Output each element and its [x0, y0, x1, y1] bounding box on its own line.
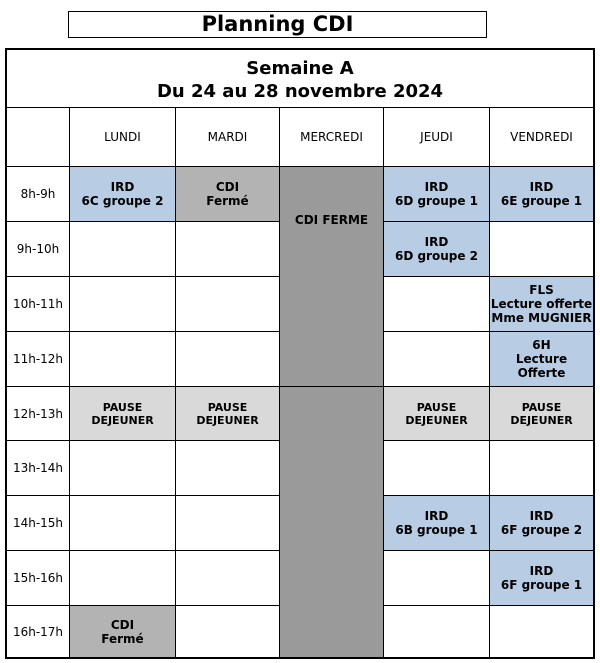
slot-jeudi-12-text — [405, 401, 467, 427]
slot-vendredi-15-line: IRD — [529, 564, 554, 578]
slot-vendredi-11-line: Offerte — [517, 366, 566, 380]
slot-lundi-12-line: PAUSE — [102, 400, 143, 414]
slot-mercredi-morning — [280, 167, 384, 387]
slot-jeudi-8-line: 6D groupe 1 — [394, 194, 479, 208]
time-slot-11-label: 11h-12h — [12, 352, 64, 366]
slot-mardi-10 — [176, 277, 280, 332]
slot-jeudi-13 — [384, 441, 490, 496]
slot-vendredi-8-line: IRD — [529, 180, 554, 194]
slot-lundi-13 — [70, 441, 176, 496]
slot-vendredi-11-text — [516, 338, 567, 380]
time-slot-12 — [7, 387, 70, 441]
slot-vendredi-15-line: 6F groupe 1 — [500, 578, 583, 592]
time-slot-9 — [7, 222, 70, 277]
slot-lundi-12-line: DEJEUNER — [91, 413, 154, 427]
slot-lundi-8-line: IRD — [110, 180, 135, 194]
slot-mardi-8-line: Fermé — [206, 194, 249, 208]
slot-jeudi-9-text — [395, 235, 478, 263]
slot-mardi-14 — [176, 496, 280, 551]
slot-mardi-9 — [176, 222, 280, 277]
page-title: Planning CDI — [68, 11, 487, 38]
slot-jeudi-14-line: 6B groupe 1 — [395, 523, 478, 537]
schedule-table — [5, 48, 595, 659]
time-slot-14-label: 14h-15h — [12, 516, 64, 530]
slot-vendredi-13 — [490, 441, 593, 496]
slot-vendredi-14-line: 6F groupe 2 — [500, 523, 583, 537]
slot-mardi-12-line: PAUSE — [207, 400, 248, 414]
slot-mardi-8-line: CDI — [215, 180, 240, 194]
slot-jeudi-9-line: IRD — [424, 235, 449, 249]
slot-vendredi-8-line: 6E groupe 1 — [500, 194, 583, 208]
slot-mercredi-afternoon — [280, 387, 384, 657]
slot-lundi-12 — [70, 387, 176, 441]
slot-mardi-8-text — [206, 180, 248, 208]
slot-lundi-8 — [70, 167, 176, 222]
slot-vendredi-15 — [490, 551, 593, 606]
slot-vendredi-9 — [490, 222, 593, 277]
slot-mardi-12-line: DEJEUNER — [196, 413, 259, 427]
slot-vendredi-16 — [490, 606, 593, 657]
day-header-lundi — [70, 108, 176, 167]
slot-jeudi-14-line: IRD — [424, 509, 449, 523]
slot-lundi-16-line: Fermé — [101, 631, 144, 646]
slot-vendredi-12-text — [510, 401, 572, 427]
slot-mardi-15 — [176, 551, 280, 606]
slot-lundi-8-text — [82, 180, 164, 208]
slot-mardi-12-text — [196, 401, 258, 427]
slot-jeudi-9 — [384, 222, 490, 277]
slot-vendredi-11-line: 6H — [532, 338, 551, 352]
slot-mardi-13 — [176, 441, 280, 496]
day-header-mardi-label: MARDI — [207, 130, 248, 144]
slot-jeudi-8 — [384, 167, 490, 222]
corner-cell — [7, 108, 70, 167]
week-dates: Du 24 au 28 novembre 2024 — [156, 81, 444, 102]
slot-vendredi-12 — [490, 387, 593, 441]
slot-vendredi-12-line: PAUSE — [521, 400, 562, 414]
slot-lundi-15 — [70, 551, 176, 606]
slot-mardi-11 — [176, 332, 280, 387]
slot-lundi-11 — [70, 332, 176, 387]
time-slot-14 — [7, 496, 70, 551]
day-header-mercredi — [280, 108, 384, 167]
slot-jeudi-8-line: IRD — [424, 180, 449, 194]
time-slot-16-label: 16h-17h — [12, 624, 64, 639]
slot-vendredi-15-text — [501, 564, 582, 592]
slot-vendredi-10-line: Mme MUGNIER — [491, 311, 592, 325]
slot-lundi-16 — [70, 606, 176, 657]
slot-jeudi-10 — [384, 277, 490, 332]
slot-vendredi-14-line: IRD — [529, 509, 554, 523]
time-slot-13-label: 13h-14h — [12, 461, 64, 475]
time-slot-12-label: 12h-13h — [12, 406, 64, 421]
slot-lundi-12-text — [91, 401, 153, 427]
slot-jeudi-12-line: DEJEUNER — [405, 413, 468, 427]
slot-jeudi-14 — [384, 496, 490, 551]
slot-jeudi-11 — [384, 332, 490, 387]
day-header-jeudi-label: JEUDI — [420, 130, 453, 144]
slot-jeudi-16 — [384, 606, 490, 657]
time-slot-10 — [7, 277, 70, 332]
time-slot-8 — [7, 167, 70, 222]
time-slot-10-label: 10h-11h — [12, 297, 64, 311]
day-header-vendredi — [490, 108, 593, 167]
time-slot-13 — [7, 441, 70, 496]
week-label: Semaine A — [246, 58, 354, 79]
time-slot-15-label: 15h-16h — [12, 571, 64, 585]
slot-mardi-8 — [176, 167, 280, 222]
slot-mardi-12 — [176, 387, 280, 441]
slot-vendredi-10-text — [491, 283, 592, 325]
slot-jeudi-15 — [384, 551, 490, 606]
slot-jeudi-14-text — [395, 509, 477, 537]
slot-jeudi-12 — [384, 387, 490, 441]
slot-vendredi-14-text — [501, 509, 582, 537]
slot-lundi-14 — [70, 496, 176, 551]
time-slot-11 — [7, 332, 70, 387]
slot-jeudi-12-line: PAUSE — [416, 400, 457, 414]
slot-lundi-8-line: 6C groupe 2 — [81, 194, 164, 208]
time-slot-9-label: 9h-10h — [16, 242, 60, 256]
slot-lundi-10 — [70, 277, 176, 332]
day-header-lundi-label: LUNDI — [104, 130, 141, 144]
slot-jeudi-9-line: 6D groupe 2 — [394, 249, 479, 263]
slot-mardi-16 — [176, 606, 280, 657]
time-slot-16 — [7, 606, 70, 657]
slot-vendredi-12-line: DEJEUNER — [510, 413, 573, 427]
slot-vendredi-8-text — [501, 180, 582, 208]
time-slot-15 — [7, 551, 70, 606]
day-header-vendredi-label: VENDREDI — [510, 130, 573, 144]
slot-lundi-16-text — [101, 618, 143, 646]
slot-vendredi-11-line: Lecture — [515, 352, 568, 366]
slot-vendredi-10 — [490, 277, 593, 332]
day-header-mercredi-label: MERCREDI — [300, 130, 363, 144]
slot-vendredi-10-line: FLS — [529, 283, 554, 297]
slot-lundi-9 — [70, 222, 176, 277]
day-header-jeudi — [384, 108, 490, 167]
slot-vendredi-11 — [490, 332, 593, 387]
slot-mercredi-morning-label: CDI FERME — [294, 213, 369, 227]
time-slot-8-label: 8h-9h — [20, 187, 56, 201]
slot-jeudi-8-text — [395, 180, 478, 208]
day-header-mardi — [176, 108, 280, 167]
slot-vendredi-14 — [490, 496, 593, 551]
slot-lundi-16-line: CDI — [110, 617, 135, 632]
slot-vendredi-8 — [490, 167, 593, 222]
week-header — [7, 50, 593, 108]
slot-vendredi-10-line: Lecture offerte — [490, 297, 593, 311]
